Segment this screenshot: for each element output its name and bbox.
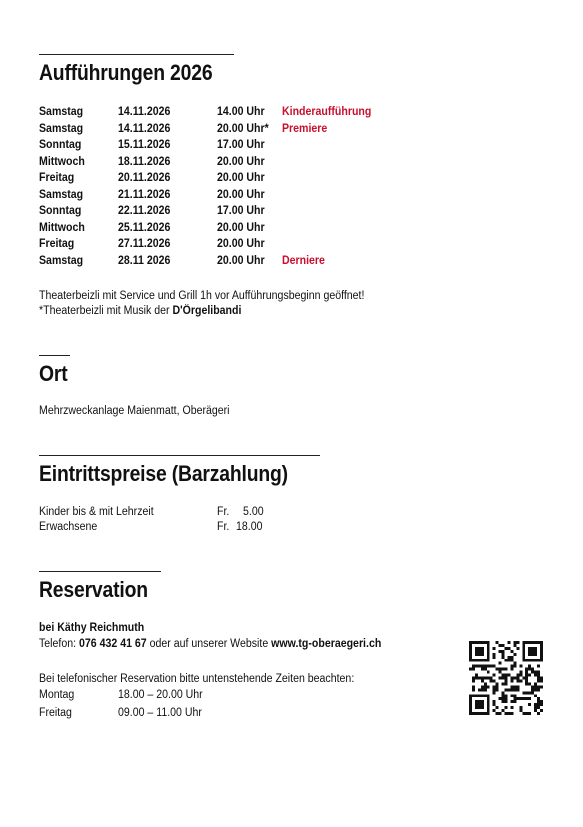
performance-note: Derniere	[282, 254, 325, 267]
hours-day: Freitag	[39, 707, 72, 719]
qr-code-icon[interactable]	[469, 641, 543, 715]
performance-day: Freitag	[39, 172, 75, 184]
performance-date: 28.11 2026	[118, 254, 171, 267]
performance-time: 14.00 Uhr	[217, 106, 265, 118]
performance-time: 20.00 Uhr	[217, 188, 265, 201]
phone-number[interactable]: 076 432 41 67	[79, 638, 147, 650]
section-divider-reservation	[39, 571, 161, 572]
price-row-amount: 18.00	[236, 521, 263, 533]
performance-time: 20.00 Uhr	[217, 238, 265, 250]
performance-day: Samstag	[39, 122, 84, 135]
performance-day: Mittwoch	[39, 221, 85, 234]
performance-time: 20.00 Uhr	[217, 221, 265, 234]
performance-date: 27.11.2026	[118, 238, 171, 250]
performance-day: Samstag	[39, 188, 84, 201]
performance-time: 20.00 Uhr	[217, 254, 265, 267]
hours-time: 18.00 – 20.00 Uhr	[118, 689, 203, 701]
performance-date: 25.11.2026	[118, 221, 171, 234]
prices-heading: Eintrittspreise (Barzahlung)	[39, 461, 288, 486]
performance-date: 14.11.2026	[118, 106, 171, 118]
section-divider-performances	[39, 54, 234, 55]
location-heading: Ort	[39, 361, 68, 386]
section-divider-prices	[39, 455, 320, 456]
location-text: Mehrzweckanlage Maienmatt, Oberägeri	[39, 405, 230, 417]
performance-date: 21.11.2026	[118, 188, 171, 201]
website-link[interactable]: www.tg-oberaegeri.ch	[271, 638, 382, 650]
performance-time: 17.00 Uhr	[217, 205, 265, 217]
performance-time: 20.00 Uhr	[217, 172, 265, 184]
performance-day: Mittwoch	[39, 155, 85, 168]
reservation-hours-intro: Bei telefonischer Reservation bitte untenstehende Zeiten beachten:	[39, 673, 355, 685]
performances-note-1: Theaterbeizli mit Service und Grill 1h vor Aufführungsbeginn geöffnet!	[39, 290, 365, 302]
performance-date: 15.11.2026	[118, 139, 171, 151]
hours-time: 09.00 – 11.00 Uhr	[118, 707, 202, 719]
performance-day: Samstag	[39, 106, 84, 118]
performance-date: 18.11.2026	[118, 155, 171, 168]
performance-day: Sonntag	[39, 205, 82, 217]
performance-time: 17.00 Uhr	[217, 139, 265, 151]
reservation-heading: Reservation	[39, 577, 148, 602]
performance-date: 22.11.2026	[118, 205, 171, 217]
performances-heading: Aufführungen 2026	[39, 60, 213, 85]
note-prefix: *Theaterbeizli mit Musik der	[39, 305, 173, 317]
band-name: D'Örgelibandi	[172, 305, 242, 317]
hours-day: Montag	[39, 689, 75, 701]
performance-date: 14.11.2026	[118, 122, 171, 135]
price-row-amount: 5.00	[243, 506, 264, 518]
performance-day: Samstag	[39, 254, 84, 267]
performance-day: Freitag	[39, 238, 75, 250]
phone-label: Telefon:	[39, 638, 80, 650]
price-row-currency: Fr.	[217, 506, 230, 518]
performance-note: Kinderaufführung	[282, 106, 372, 118]
price-row-currency: Fr.	[217, 521, 230, 533]
performance-note: Premiere	[282, 122, 328, 135]
phone-middle-text: oder auf unserer Website	[146, 638, 272, 650]
section-divider-location	[39, 355, 70, 356]
performances-note-2	[39, 304, 241, 318]
reservation-contact: bei Käthy Reichmuth	[39, 622, 145, 634]
price-row-label: Erwachsene	[39, 521, 98, 533]
performance-time: 20.00 Uhr*	[217, 122, 269, 135]
price-row-label: Kinder bis & mit Lehrzeit	[39, 506, 154, 518]
performance-time: 20.00 Uhr	[217, 155, 265, 168]
reservation-phone-line	[39, 637, 381, 651]
performance-day: Sonntag	[39, 139, 82, 151]
performance-date: 20.11.2026	[118, 172, 171, 184]
